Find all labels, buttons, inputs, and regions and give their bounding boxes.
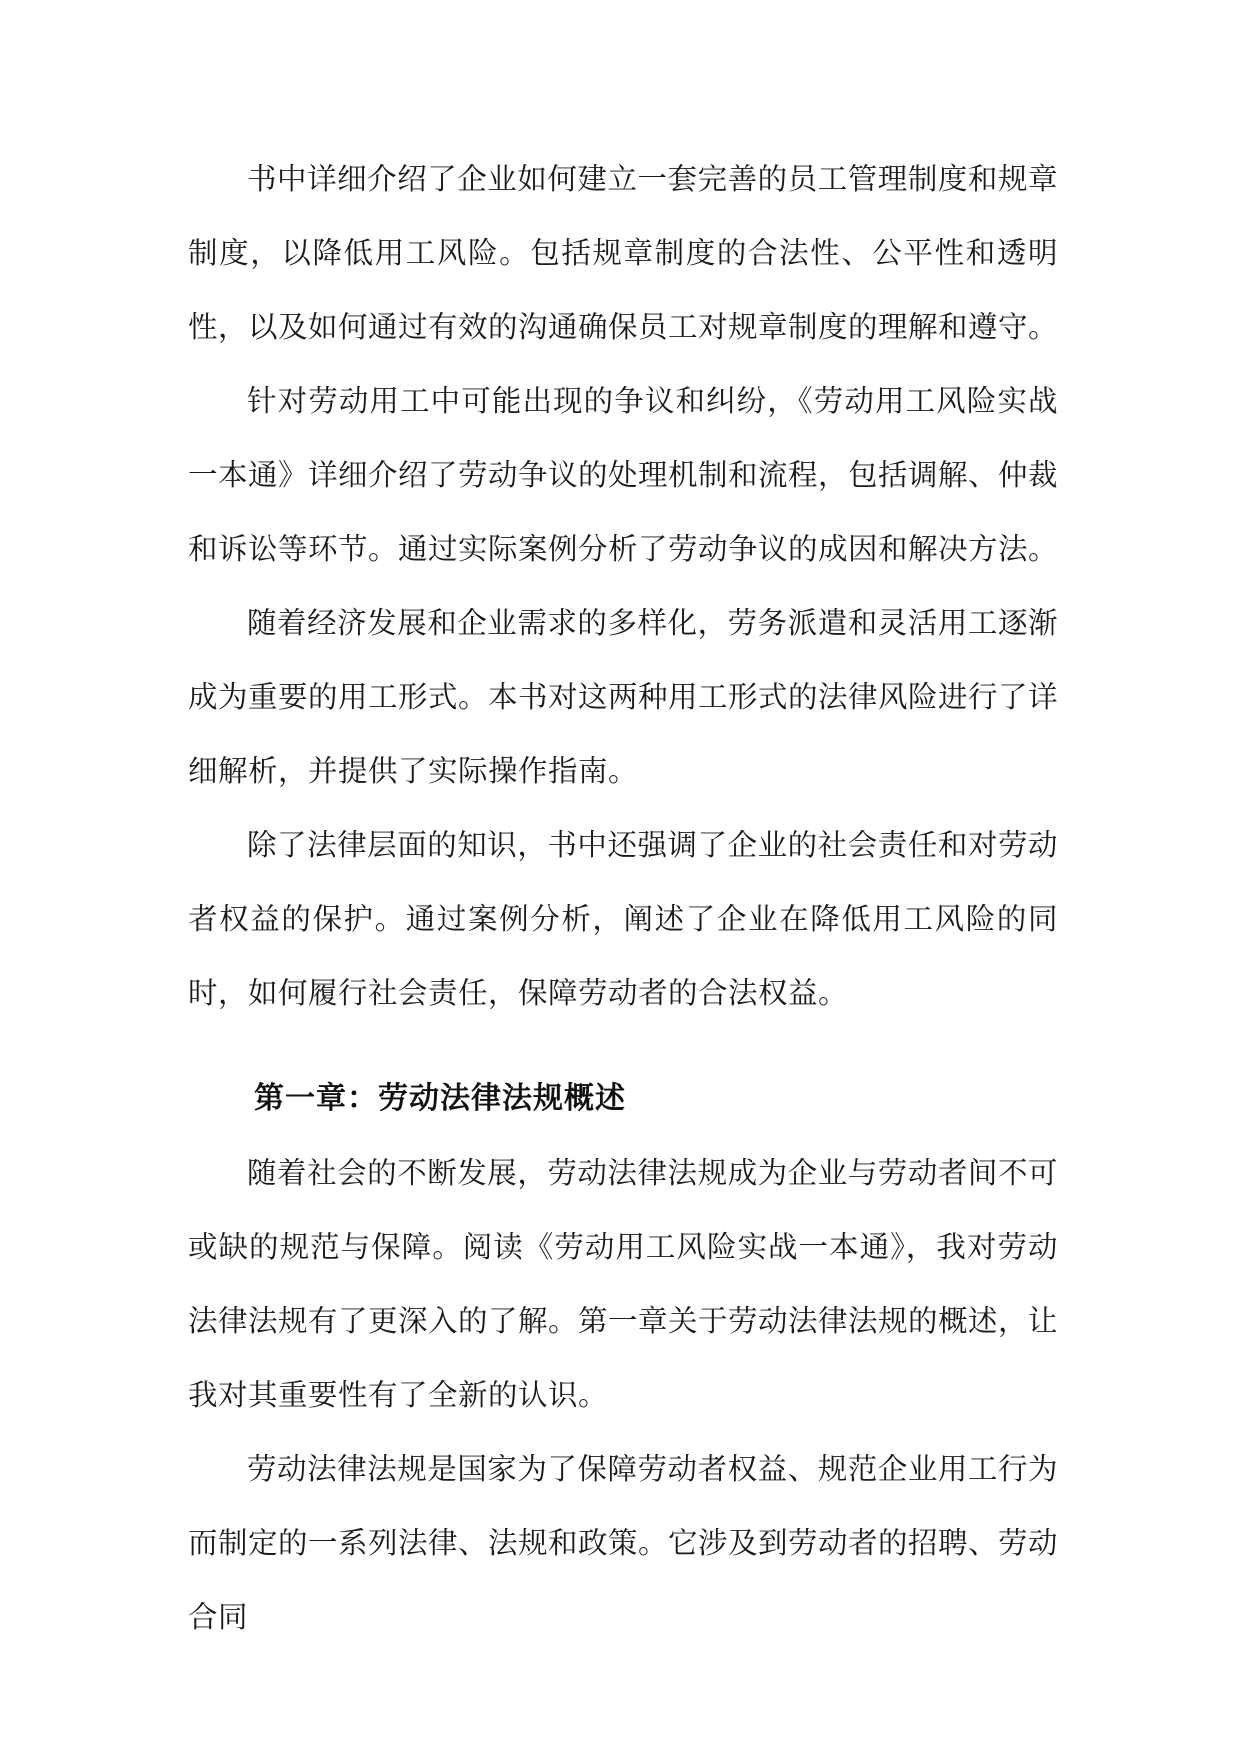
paragraph-labor-disputes: 针对劳动用工中可能出现的争议和纠纷，《劳动用工风险实战一本通》详细介绍了劳动争议的处理机制和流程，包括调解、仲裁和诉讼等环节。通过实际案例分析了劳动争议的成因和解决方法。 xyxy=(188,384,1059,566)
document-body xyxy=(188,142,1058,1654)
paragraph-management-system: 书中详细介绍了企业如何建立一套完善的员工管理制度和规章制度，以降低用工风险。包括规章制度的合法性、公平性和透明性，以及如何通过有效的沟通确保员工对规章制度的理解和遵守。 xyxy=(188,162,1059,344)
paragraph-social-responsibility: 除了法律层面的知识，书中还强调了企业的社会责任和对劳动者权益的保护。通过案例分析，阐述了企业在降低用工风险的同时，如何履行社会责任，保障劳动者的合法权益。 xyxy=(188,828,1058,1010)
paragraph-dispatch-flexible-employment: 随着经济发展和企业需求的多样化，劳务派遣和灵活用工逐渐成为重要的用工形式。本书对这两种用工形式的法律风险进行了详细解析，并提供了实际操作指南。 xyxy=(188,606,1059,788)
paragraph-chapter-intro: 随着社会的不断发展，劳动法律法规成为企业与劳动者间不可或缺的规范与保障。阅读《劳动用工风险实战一本通》，我对劳动法律法规有了更深入的了解。第一章关于劳动法律法规的概述，让我对其重要性有了全新的认识。 xyxy=(188,1156,1059,1412)
paragraph-labor-law-definition: 劳动法律法规是国家为了保障劳动者权益、规范企业用工行为而制定的一系列法律、法规和政策。它涉及到劳动者的招聘、劳动合同 xyxy=(188,1452,1059,1634)
chapter-heading: 第一章：劳动法律法规概述 xyxy=(254,1081,626,1116)
